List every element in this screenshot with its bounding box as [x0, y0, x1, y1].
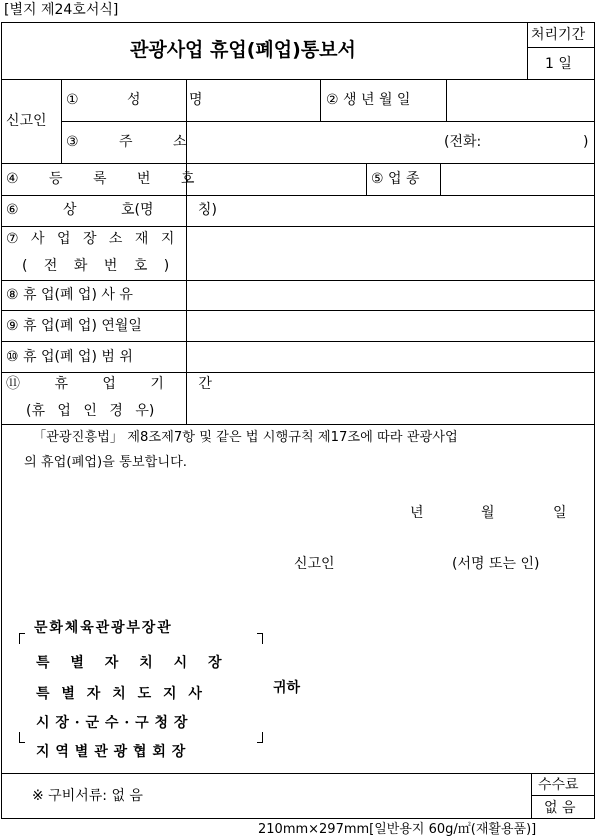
- business-type-field[interactable]: [441, 164, 595, 195]
- form-label: [별지 제24호서식]: [4, 2, 119, 18]
- label-name: ① 성 명: [66, 92, 203, 108]
- signer-label: 신고인: [294, 556, 335, 572]
- label-closure-period-note: (휴 업 인 경 우): [26, 403, 155, 419]
- honorific: 귀하: [273, 680, 301, 696]
- date-year-label: 년: [410, 505, 424, 521]
- address-field[interactable]: [187, 122, 595, 163]
- label-address: ③ 주 소: [66, 134, 187, 150]
- page-title: 관광사업 휴업(폐업)통보서: [130, 39, 356, 61]
- recipient-2: 특 별 자 치 시 장: [36, 655, 222, 671]
- reporter-label: 신고인: [6, 113, 47, 129]
- label-trade-name: ⑥ 상 호(명 칭): [6, 202, 217, 218]
- recipient-4: 시 장 · 군 수 · 구 청 장: [36, 715, 188, 731]
- recipient-5: 지 역 별 관 광 협 회 장: [36, 744, 186, 760]
- processing-period-value: 1 일: [545, 56, 572, 72]
- birthdate-field[interactable]: [447, 80, 595, 121]
- label-business-location-phone: ( 전 화 번 호 ): [22, 258, 170, 274]
- notice-text-line2: 의 휴업(폐업)을 통보합니다.: [24, 455, 187, 470]
- label-closure-reason: ⑧ 휴 업(폐 업) 사 유: [6, 287, 133, 303]
- name-field[interactable]: [187, 80, 320, 121]
- recipient-3: 특 별 자 치 도 지 사: [36, 686, 202, 702]
- label-business-location: ⑦ 사 업 장 소 재 지: [6, 231, 175, 247]
- registration-number-field[interactable]: [187, 164, 366, 195]
- notice-text-line1: 「관광진흥법」 제8조제7항 및 같은 법 시행규칙 제17조에 따라 관광사업: [33, 430, 458, 445]
- label-closure-period: ⑪ 휴 업 기 간: [6, 376, 212, 392]
- closure-scope-field[interactable]: [187, 342, 595, 372]
- label-business-type: ⑤ 업 종: [371, 171, 420, 187]
- label-birthdate: ② 생 년 월 일: [326, 92, 411, 108]
- signature-note: (서명 또는 인): [452, 556, 540, 572]
- recipient-1: 문 화 체 육 관 광 부 장 관: [34, 620, 171, 636]
- paper-spec: 210mm×297mm[일반용지 60g/㎡(재활용품)]: [258, 822, 537, 837]
- phone-note-open: (전화:: [444, 134, 482, 150]
- label-registration-number: ④ 등 록 번 호: [6, 171, 195, 187]
- closure-reason-field[interactable]: [187, 281, 595, 310]
- trade-name-field[interactable]: [187, 196, 595, 226]
- label-closure-date: ⑨ 휴 업(폐 업) 연월일: [6, 318, 142, 334]
- label-closure-scope: ⑩ 휴 업(폐 업) 범 위: [6, 349, 133, 365]
- business-location-field[interactable]: [187, 227, 595, 280]
- processing-period-label: 처리기간: [531, 27, 586, 43]
- required-documents: ※ 구비서류: 없 음: [32, 788, 143, 804]
- closure-date-field[interactable]: [187, 311, 595, 341]
- phone-note-close: ): [583, 134, 589, 150]
- fee-label: 수수료: [538, 777, 579, 793]
- fee-value: 없 음: [544, 800, 576, 816]
- date-month-label: 월: [481, 505, 495, 521]
- closure-period-field[interactable]: [187, 373, 595, 424]
- date-day-label: 일: [553, 505, 567, 521]
